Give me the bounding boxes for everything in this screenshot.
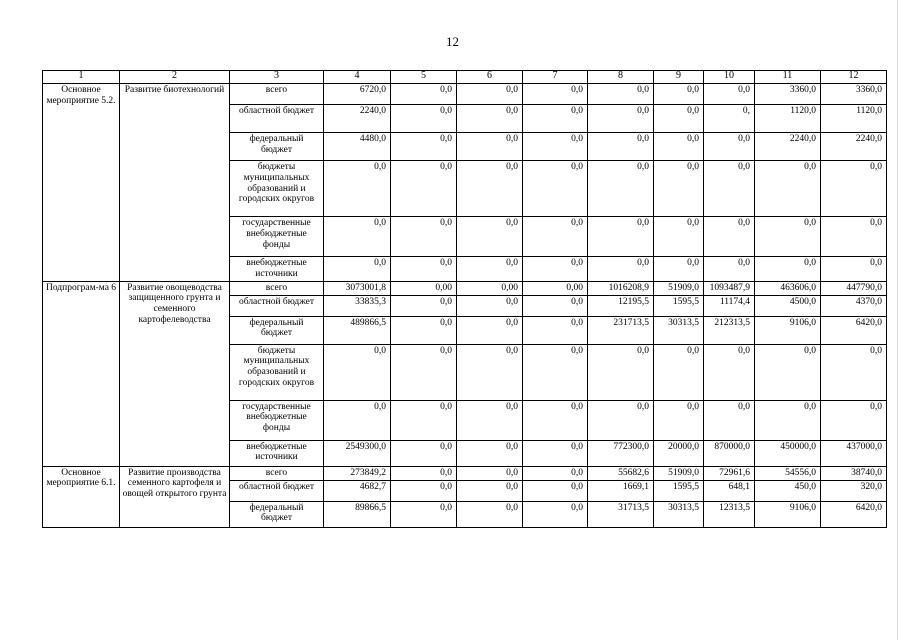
amount-cell: 0,0 [391, 295, 457, 316]
funding-source: областной бюджет [230, 295, 324, 316]
amount-cell: 0,0 [523, 84, 588, 105]
amount-cell: 0,0 [457, 501, 523, 527]
amount-cell: 2240,0 [755, 133, 821, 161]
amount-cell: 0,0 [324, 400, 391, 440]
amount-cell: 0,0 [755, 217, 821, 257]
column-number: 5 [391, 71, 457, 84]
column-number: 12 [821, 71, 887, 84]
amount-cell: 9106,0 [755, 501, 821, 527]
column-number: 7 [523, 71, 588, 84]
amount-cell: 51909,0 [654, 281, 704, 295]
amount-cell: 1120,0 [821, 105, 887, 133]
amount-cell: 2240,0 [821, 133, 887, 161]
amount-cell: 0,0 [457, 400, 523, 440]
program-title: Развитие производства семенного картофеля и овощей открытого грунта [120, 466, 230, 527]
amount-cell: 0,0 [391, 217, 457, 257]
funding-source: областной бюджет [230, 105, 324, 133]
amount-cell: 4480,0 [324, 133, 391, 161]
amount-cell: 0,0 [755, 161, 821, 217]
amount-cell: 72961,6 [704, 466, 755, 480]
amount-cell: 1016208,9 [588, 281, 654, 295]
amount-cell: 0,0 [704, 161, 755, 217]
amount-cell: 11174,4 [704, 295, 755, 316]
amount-cell: 0,0 [457, 133, 523, 161]
amount-cell: 0,0 [821, 400, 887, 440]
program-name: Подпрограм-ма 6 [43, 281, 120, 466]
amount-cell: 1669,1 [588, 480, 654, 501]
amount-cell: 0,0 [391, 480, 457, 501]
amount-cell: 0,0 [755, 257, 821, 282]
amount-cell: 6420,0 [821, 501, 887, 527]
amount-cell: 0,0 [588, 257, 654, 282]
amount-cell: 0,00 [391, 281, 457, 295]
funding-source: федеральный бюджет [230, 501, 324, 527]
amount-cell: 3073001,8 [324, 281, 391, 295]
amount-cell: 30313,5 [654, 316, 704, 344]
amount-cell: 0,0 [523, 161, 588, 217]
amount-cell: 0,0 [324, 161, 391, 217]
amount-cell: 4682,7 [324, 480, 391, 501]
amount-cell: 0,0 [654, 105, 704, 133]
amount-cell: 0,0 [391, 501, 457, 527]
column-number: 10 [704, 71, 755, 84]
funding-source: государственные внебюджетные фонды [230, 217, 324, 257]
amount-cell: 54556,0 [755, 466, 821, 480]
funding-source: федеральный бюджет [230, 316, 324, 344]
table-row [43, 84, 887, 105]
amount-cell: 0,0 [523, 133, 588, 161]
amount-cell: 0,0 [391, 257, 457, 282]
amount-cell: 0,0 [457, 466, 523, 480]
column-number: 4 [324, 71, 391, 84]
amount-cell: 0,0 [457, 344, 523, 400]
amount-cell: 648,1 [704, 480, 755, 501]
amount-cell: 0,0 [457, 316, 523, 344]
amount-cell: 0,0 [654, 344, 704, 400]
amount-cell: 437000,0 [821, 440, 887, 466]
amount-cell: 0,0 [324, 257, 391, 282]
amount-cell: 273849,2 [324, 466, 391, 480]
funding-source: областной бюджет [230, 480, 324, 501]
amount-cell: 450,0 [755, 480, 821, 501]
amount-cell: 0,0 [391, 400, 457, 440]
amount-cell: 0,0 [588, 400, 654, 440]
amount-cell: 450000,0 [755, 440, 821, 466]
amount-cell: 0,00 [523, 281, 588, 295]
page-number: 12 [446, 34, 459, 49]
amount-cell: 0,0 [523, 501, 588, 527]
amount-cell: 9106,0 [755, 316, 821, 344]
amount-cell: 0,0 [391, 344, 457, 400]
amount-cell: 3360,0 [755, 84, 821, 105]
amount-cell: 0,0 [391, 440, 457, 466]
column-number: 11 [755, 71, 821, 84]
table-row [43, 281, 887, 295]
funding-source: внебюджетные источники [230, 257, 324, 282]
amount-cell: 0,0 [821, 217, 887, 257]
table-body [43, 71, 887, 528]
amount-cell: 0,0 [324, 344, 391, 400]
amount-cell: 0,0 [821, 257, 887, 282]
amount-cell: 0,0 [457, 217, 523, 257]
amount-cell: 0,0 [391, 466, 457, 480]
amount-cell: 1595,5 [654, 480, 704, 501]
amount-cell: 55682,6 [588, 466, 654, 480]
amount-cell: 0,0 [704, 257, 755, 282]
program-name: Основное мероприятие 6.1. [43, 466, 120, 527]
funding-source: федеральный бюджет [230, 133, 324, 161]
amount-cell: 0,0 [523, 295, 588, 316]
amount-cell: 0,0 [704, 133, 755, 161]
amount-cell: 0,0 [457, 257, 523, 282]
funding-source: бюджеты муниципальных образований и городских округов [230, 344, 324, 400]
amount-cell: 0,0 [654, 84, 704, 105]
column-number: 2 [120, 71, 230, 84]
amount-cell: 0,0 [523, 105, 588, 133]
amount-cell: 6720,0 [324, 84, 391, 105]
amount-cell: 1120,0 [755, 105, 821, 133]
amount-cell: 2240,0 [324, 105, 391, 133]
amount-cell: 320,0 [821, 480, 887, 501]
amount-cell: 231713,5 [588, 316, 654, 344]
amount-cell: 51909,0 [654, 466, 704, 480]
amount-cell: 0,0 [457, 480, 523, 501]
funding-source: всего [230, 281, 324, 295]
funding-source: всего [230, 466, 324, 480]
amount-cell: 20000,0 [654, 440, 704, 466]
funding-source: внебюджетные источники [230, 440, 324, 466]
amount-cell: 0,0 [457, 161, 523, 217]
funding-source: всего [230, 84, 324, 105]
amount-cell: 0,0 [523, 480, 588, 501]
amount-cell: 33835,3 [324, 295, 391, 316]
amount-cell: 0,0 [654, 400, 704, 440]
amount-cell: 0,0 [704, 84, 755, 105]
amount-cell: 0,0 [523, 257, 588, 282]
amount-cell: 0,0 [821, 161, 887, 217]
program-name: Основное мероприятие 5.2. [43, 84, 120, 282]
column-number: 8 [588, 71, 654, 84]
funding-source: государственные внебюджетные фонды [230, 400, 324, 440]
amount-cell: 12195,5 [588, 295, 654, 316]
amount-cell: 38740,0 [821, 466, 887, 480]
amount-cell: 0,0 [654, 161, 704, 217]
amount-cell: 0,0 [588, 217, 654, 257]
amount-cell: 0,00 [457, 281, 523, 295]
table-row [43, 466, 887, 480]
amount-cell: 0, [704, 105, 755, 133]
amount-cell: 0,0 [457, 84, 523, 105]
amount-cell: 447790,0 [821, 281, 887, 295]
amount-cell: 0,0 [704, 400, 755, 440]
amount-cell: 463606,0 [755, 281, 821, 295]
amount-cell: 0,0 [391, 316, 457, 344]
amount-cell: 0,0 [457, 105, 523, 133]
amount-cell: 4370,0 [821, 295, 887, 316]
amount-cell: 89866,5 [324, 501, 391, 527]
column-number: 6 [457, 71, 523, 84]
amount-cell: 0,0 [704, 217, 755, 257]
amount-cell: 0,0 [755, 400, 821, 440]
column-number-row [43, 71, 887, 84]
amount-cell: 0,0 [523, 440, 588, 466]
column-number: 1 [43, 71, 120, 84]
amount-cell: 0,0 [654, 257, 704, 282]
amount-cell: 0,0 [523, 316, 588, 344]
amount-cell: 0,0 [391, 84, 457, 105]
amount-cell: 0,0 [588, 84, 654, 105]
amount-cell: 0,0 [523, 466, 588, 480]
amount-cell: 0,0 [523, 217, 588, 257]
amount-cell: 0,0 [523, 344, 588, 400]
amount-cell: 0,0 [391, 105, 457, 133]
amount-cell: 489866,5 [324, 316, 391, 344]
amount-cell: 4500,0 [755, 295, 821, 316]
funding-source: бюджеты муниципальных образований и городских округов [230, 161, 324, 217]
amount-cell: 1093487,9 [704, 281, 755, 295]
amount-cell: 870000,0 [704, 440, 755, 466]
amount-cell: 0,0 [654, 133, 704, 161]
amount-cell: 0,0 [704, 344, 755, 400]
amount-cell: 0,0 [588, 105, 654, 133]
column-number: 9 [654, 71, 704, 84]
amount-cell: 0,0 [324, 217, 391, 257]
amount-cell: 0,0 [391, 133, 457, 161]
amount-cell: 1595,5 [654, 295, 704, 316]
amount-cell: 2549300,0 [324, 440, 391, 466]
amount-cell: 772300,0 [588, 440, 654, 466]
amount-cell: 0,0 [588, 344, 654, 400]
amount-cell: 0,0 [821, 344, 887, 400]
page-edge [897, 0, 898, 640]
amount-cell: 0,0 [588, 161, 654, 217]
program-title: Развитие овощеводства защищенного грунта и семенного картофелеводства [120, 281, 230, 466]
amount-cell: 6420,0 [821, 316, 887, 344]
amount-cell: 0,0 [588, 133, 654, 161]
amount-cell: 0,0 [457, 440, 523, 466]
amount-cell: 30313,5 [654, 501, 704, 527]
amount-cell: 12313,5 [704, 501, 755, 527]
column-number: 3 [230, 71, 324, 84]
budget-table [42, 70, 887, 528]
amount-cell: 0,0 [654, 217, 704, 257]
program-title: Развитие биотехнологий [120, 84, 230, 282]
amount-cell: 212313,5 [704, 316, 755, 344]
amount-cell: 0,0 [457, 295, 523, 316]
amount-cell: 3360,0 [821, 84, 887, 105]
amount-cell: 0,0 [755, 344, 821, 400]
amount-cell: 0,0 [391, 161, 457, 217]
amount-cell: 0,0 [523, 400, 588, 440]
amount-cell: 31713,5 [588, 501, 654, 527]
